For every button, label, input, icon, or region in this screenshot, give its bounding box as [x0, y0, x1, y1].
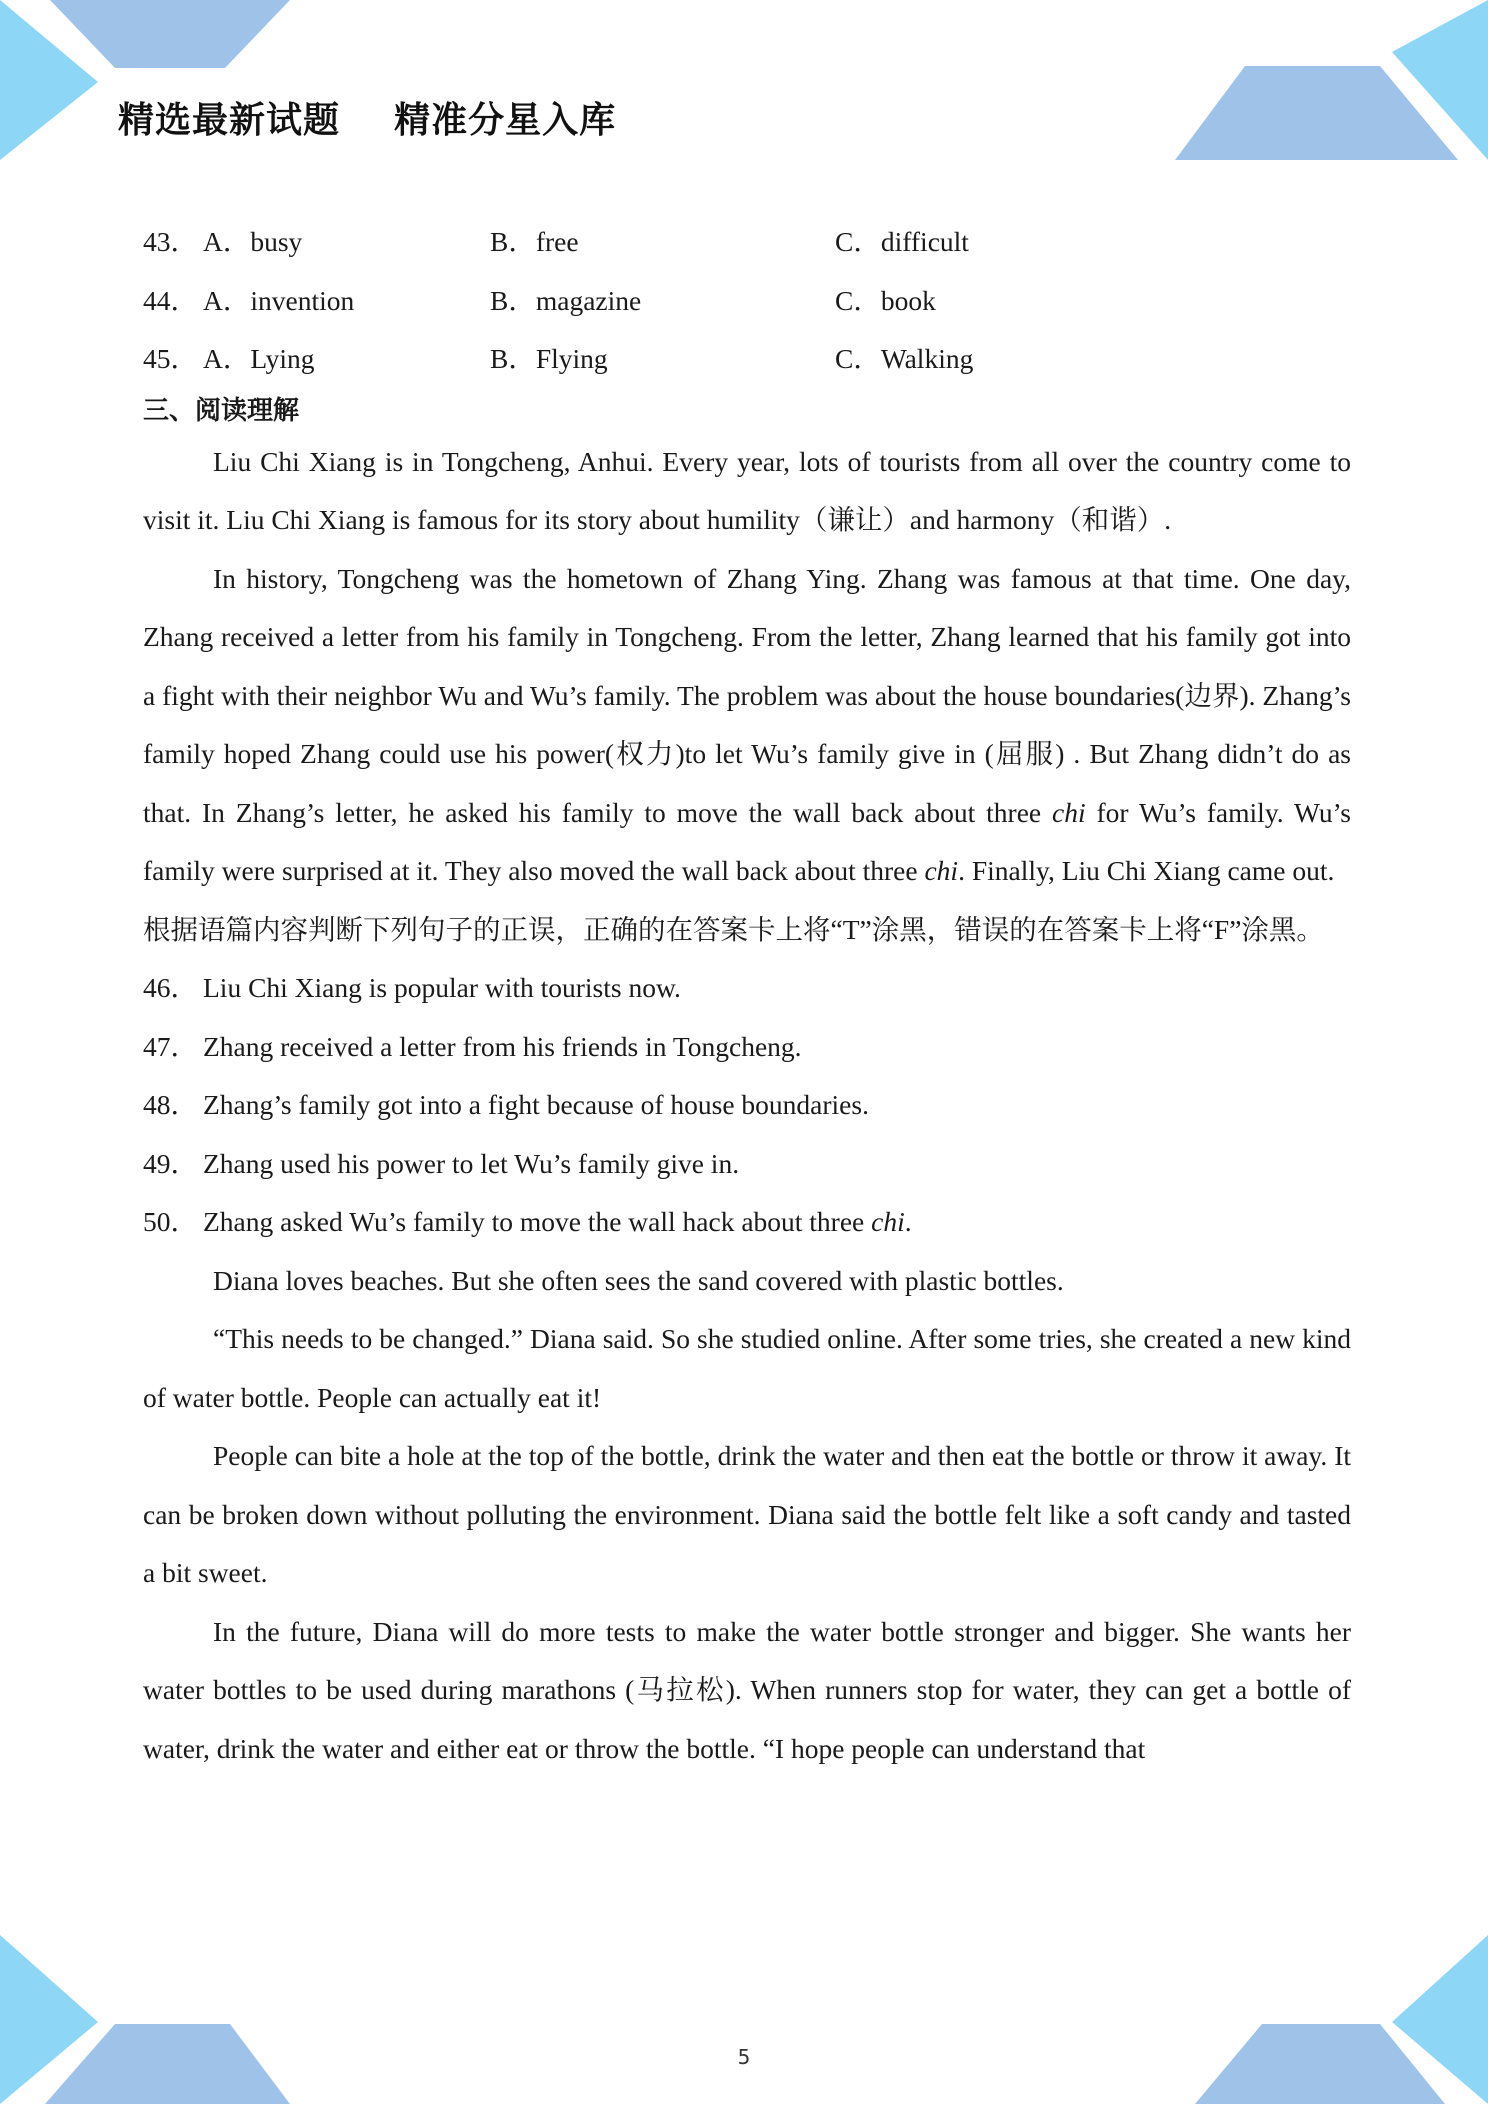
true-false-statement: [143, 1076, 1351, 1135]
statement-text-main: Zhang asked Wu’s family to move the wall hack about three: [203, 1206, 872, 1237]
passage1-text: . Finally, Liu Chi Xiang came out.: [958, 855, 1335, 886]
statement-number: 49．: [143, 1147, 198, 1179]
statement-number: 50．: [143, 1206, 198, 1237]
header-title: 精选最新试题 精准分星入库: [118, 100, 617, 141]
option-a: A．invention: [203, 284, 355, 316]
passage2-paragraph2: “This needs to be changed.” Diana said. So she studied online. After some tries, she created a new kind of water bottle. People can actually eat it!: [143, 1323, 1351, 1413]
section-heading: 三、阅读理解: [143, 395, 300, 426]
question-options-row: [143, 213, 1351, 272]
option-a: A．Lying: [203, 343, 315, 374]
true-false-statement: [143, 1193, 1351, 1252]
chi-unit: chi: [1052, 796, 1086, 828]
statement-text: Liu Chi Xiang is popular with tourists now.: [203, 972, 681, 1003]
passage2-paragraph4: In the future, Diana will do more tests to make the water bottle stronger and bigger. She wants her water bottles to be used during marathons (马拉松). When runners stop for water, they can get a bottle of water, drink the water and either eat or throw the bottle. “I hope people can understand that: [143, 1615, 1351, 1764]
true-false-statement: [143, 959, 1351, 1018]
option-c: C．Walking: [835, 343, 974, 374]
statement-text: Zhang’s family got into a fight because of house boundaries.: [203, 1089, 869, 1120]
option-b: B．free: [490, 226, 579, 257]
statement-text: [203, 1193, 912, 1252]
chi-unit: chi: [871, 1206, 905, 1237]
statement-text-end: .: [904, 1206, 912, 1237]
instruction-text: 根据语篇内容判断下列句子的正误，正确的在答案卡上将“T”涂黑，错误的在答案卡上将“F”涂黑。: [143, 913, 1324, 945]
question-options-row: [143, 272, 1351, 331]
statement-number: 48．: [143, 1089, 198, 1120]
question-options-row: [143, 330, 1351, 389]
passage1-paragraph2: [143, 550, 1351, 901]
option-c: C．difficult: [835, 226, 969, 257]
question-number: 44．: [143, 284, 198, 316]
question-number: 45．: [143, 343, 198, 374]
passage1-paragraph1: Liu Chi Xiang is in Tongcheng, Anhui. Every year, lots of tourists from all over the country come to visit it. Liu Chi Xiang is famous for its story about humility（谦让）and harmony（和谐）.: [143, 445, 1351, 535]
statement-number: 47．: [143, 1030, 198, 1062]
true-false-statement: [143, 1018, 1351, 1077]
passage2-paragraph1: Diana loves beaches. But she often sees the sand covered with plastic bottles.: [213, 1264, 1064, 1296]
option-a: A．busy: [203, 226, 303, 257]
top-left-trapezoid: [50, 0, 290, 68]
page-number: 5: [737, 2045, 751, 2069]
true-false-statement: [143, 1135, 1351, 1194]
question-number: 43．: [143, 226, 198, 257]
statement-text: Zhang used his power to let Wu’s family give in.: [203, 1147, 740, 1179]
option-b: B．magazine: [490, 284, 642, 316]
passage2-paragraph3: People can bite a hole at the top of the bottle, drink the water and then eat the bottle or throw it away. It can be broken down without polluting the environment. Diana said the bottle felt like a soft candy and tasted a bit sweet.: [143, 1440, 1351, 1588]
page-content: [143, 213, 1351, 1778]
passage1-text: In history, Tongcheng was the hometown of Zhang Ying. Zhang was famous at that time. One day, Zhang received a letter from his family in Tongcheng. From the letter, Zhang learned that his family got into a fight with their neighbor Wu and Wu’s family. The problem was about the house boundaries(边界). Zhang’s family hoped Zhang could use his power(权力)to let Wu’s family give in (屈服) . But Zhang didn’t do as that. In Zhang’s letter, he asked his family to move the wall back about three: [143, 562, 1351, 828]
option-c: C．book: [835, 284, 936, 316]
option-b: B．Flying: [490, 343, 608, 374]
statement-number: 46．: [143, 972, 198, 1003]
passage1-text: for Wu’s family. Wu’s family were surprised at it. They also moved the wall back about three: [143, 796, 1351, 886]
top-right-trapezoid: [1175, 66, 1458, 160]
chi-unit: chi: [924, 855, 959, 886]
statement-text: Zhang received a letter from his friends in Tongcheng.: [203, 1030, 802, 1062]
